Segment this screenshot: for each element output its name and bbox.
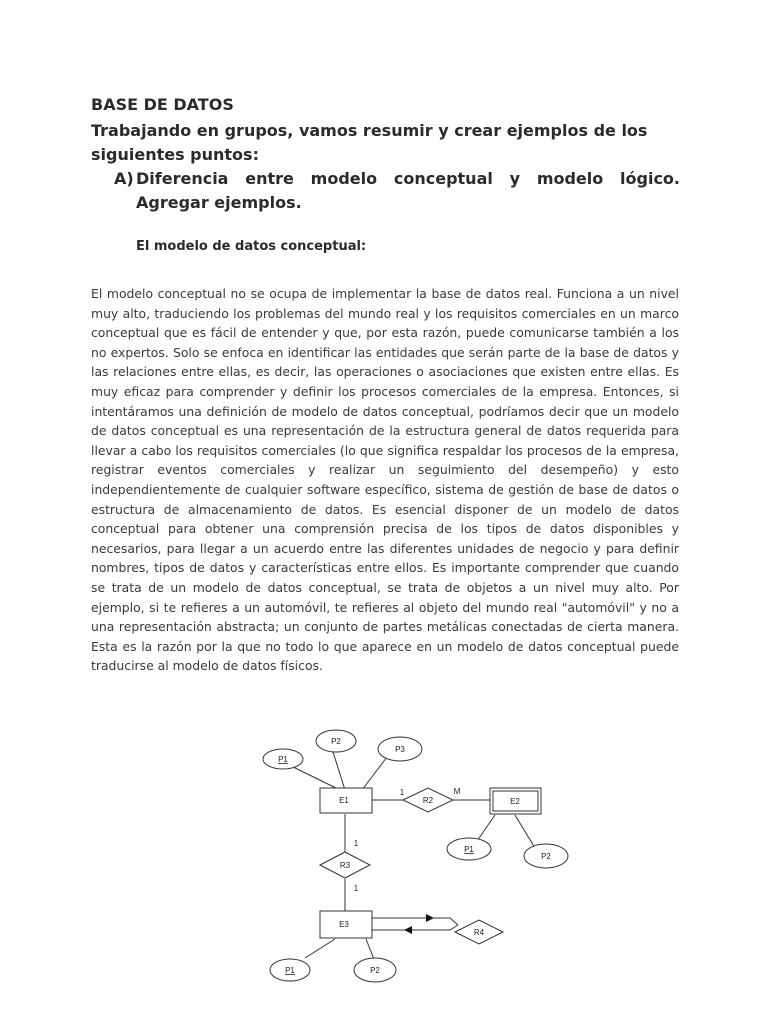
relationship-r2-label: R2 — [422, 796, 434, 805]
cardinality-e1-r3: 1 — [353, 839, 359, 848]
entity-e2-label: E2 — [510, 797, 520, 806]
section-heading: El modelo de datos conceptual: — [136, 239, 367, 254]
attribute-e1-p1-label: P1 — [278, 755, 288, 764]
attribute-e1-p3-label: P3 — [395, 745, 405, 754]
er-diagram — [250, 722, 580, 1022]
document-subtitle: Trabajando en grupos, vamos resumir y crear ejemplos de los siguientes puntos: — [91, 121, 648, 164]
attribute-e2-p1-label: P1 — [464, 845, 474, 854]
list-item-text: Diferencia entre modelo conceptual y modelo lógico. Agregar ejemplos. — [136, 169, 680, 212]
attribute-e1-p2-label: P2 — [331, 737, 341, 746]
list-item-marker: A) — [114, 169, 134, 188]
relationship-r4-label: R4 — [473, 928, 485, 937]
cardinality-e1-r2: 1 — [399, 788, 405, 797]
arrow-head-icon — [426, 914, 434, 922]
cardinality-r3-e3: 1 — [353, 884, 359, 893]
document-title: BASE DE DATOS — [91, 95, 234, 114]
relationship-r3-label: R3 — [339, 861, 351, 870]
entity-e3-label: E3 — [339, 920, 349, 929]
body-paragraph: El modelo conceptual no se ocupa de implementar la base de datos real. Funciona a un nivel muy alto, traduciendo los problemas del mundo real y los requisitos comerciales en un marco conceptual que es fácil de entender y que, por esta razón, puede comunicarse también a los no expertos. Solo se enfoca en identificar las entidades que serán parte de la base de datos y las relaciones entre ellas, es decir, las operaciones o asociaciones que existen entre ellas. Es muy eficaz para comprender y definir los procesos comerciales de la empresa. Entonces, si intentáramos una definición de modelo de datos conceptual, podríamos decir que un modelo de datos conceptual es una representación de la estructura general de datos requerida para llevar a cabo los requisitos comerciales (lo que significa respaldar los procesos de la empresa, registrar eventos comerciales y realizar un seguimiento del desempeño) y esto independientemente de cualquier software específico, sistema de gestión de base de datos o estructura de almacenamiento de datos. Es esencial disponer de un modelo de datos conceptual para obtener una comprensión precisa de los tipos de datos disponibles y necesarios, para llegar a un acuerdo entre las diferentes unidades de negocio y para definir nombres, tipos de datos y características entre ellos. Es importante comprender que cuando se trata de un modelo de datos conceptual, se trata de objetos a un nivel muy alto. Por ejemplo, si te refieres a un automóvil, te refieres al objeto del mundo real "automóvil" y no a una representación abstracta; un conjunto de partes metálicas conectadas de cierta manera. Esta es la razón por la que no todo lo que aparece en un modelo de datos conceptual puede traducirse al modelo de datos físicos. — [91, 286, 679, 674]
attribute-e2-p2-label: P2 — [541, 852, 551, 861]
entity-e1-label: E1 — [339, 796, 349, 805]
arrow-head-icon — [404, 926, 412, 934]
attribute-e3-p1-label: P1 — [285, 966, 295, 975]
cardinality-r2-e2: M — [453, 787, 461, 796]
attribute-e3-p2-label: P2 — [370, 966, 380, 975]
